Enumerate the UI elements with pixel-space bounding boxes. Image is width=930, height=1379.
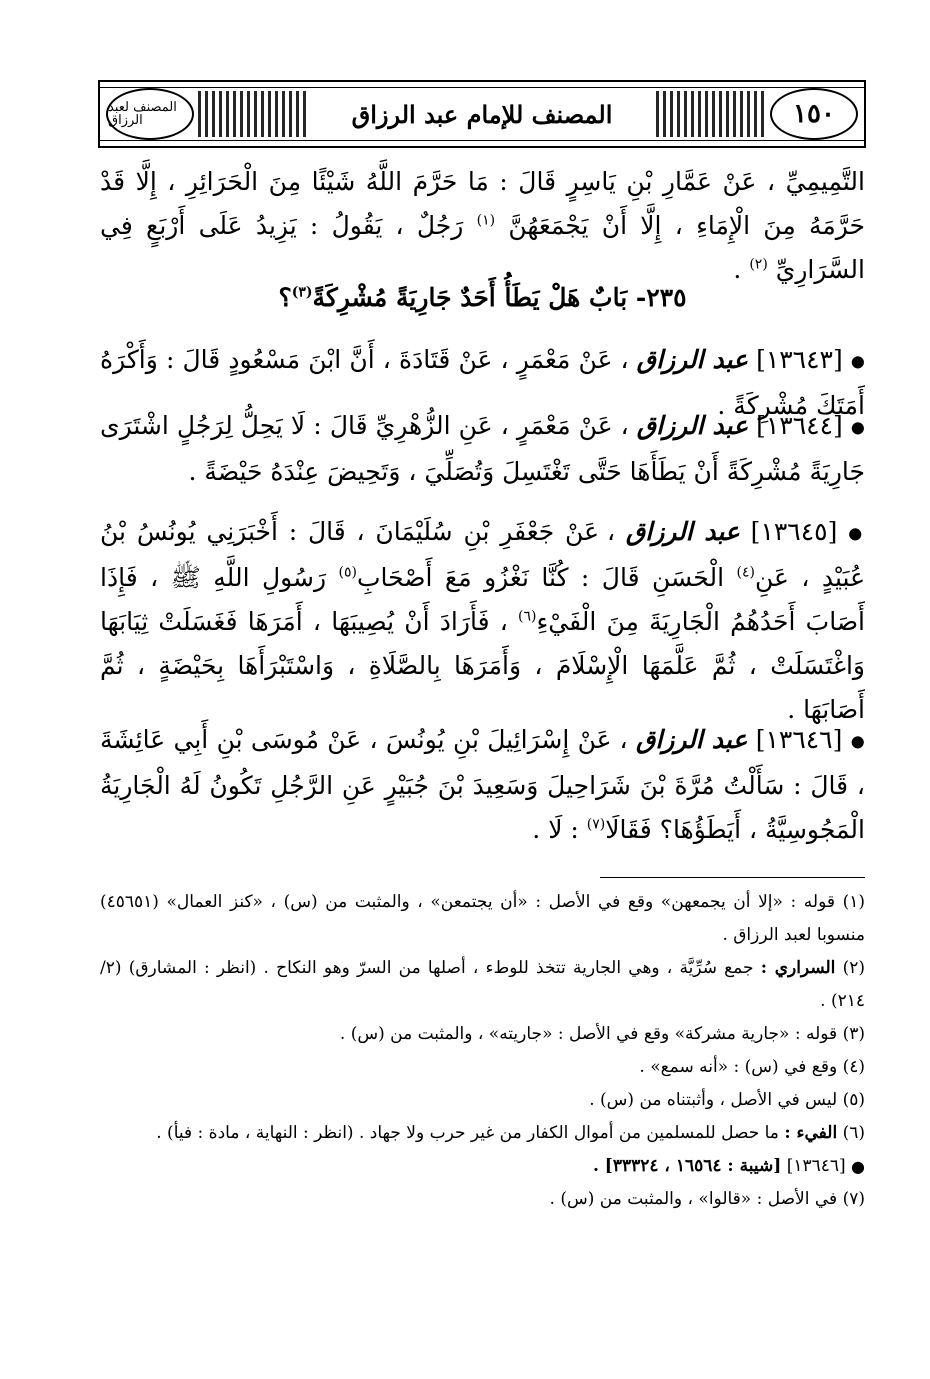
footnote-term: السراري :: [760, 958, 836, 978]
footnote-ref-5[interactable]: (٥): [338, 564, 357, 581]
hadith-text-d: ، فَأَرَادَ أَنْ يُصِيبَهَا ، أَمَرَهَا فَغَسَلَتْ ثِيَابَهَا وَاغْتَسَلَتْ ، ثُمَّ عَلَّمَهَا الْإِسْلَامَ ، وَأَمَرَهَا بِالصَّلَاةِ ، وَاسْتَبْرَأَهَا بِحَيْضَةٍ ، ثُمَّ أَصَابَهَا .: [100, 606, 865, 724]
hadith-author: عبد الرزاق: [625, 517, 740, 546]
footnote-ref-4[interactable]: (٤): [736, 564, 755, 581]
hadith-number: [١٣٦٤٦]: [755, 725, 843, 754]
footnote-ref-1[interactable]: (١): [476, 212, 496, 229]
book-seal: المصنف لعبد الرزاق: [106, 88, 194, 140]
footnote-text: قوله : «إلا أن يجمعهن» وقع في الأصل : «أن يجتمعن» ، والمثبت من (س) ، «كنز العمال» (٤٥٦٥١) منسوبا لعبد الرزاق .: [100, 892, 865, 945]
footnote-ref-2[interactable]: (٢): [749, 256, 768, 273]
footnote-7: [100, 1183, 865, 1216]
footnote-text: جمع سُرِّيَّة ، وهي الجارية تتخذ للوطء ، أصلها من السرّ وهو النكاح . (انظر : المشارق) (٢/ ٢١٤) .: [100, 958, 865, 1011]
footnote-label: [١٣٦٤٦]: [786, 1156, 846, 1176]
hadith-text-a: ، عَنْ إِسْرَائِيلَ بْنِ يُونُسَ ، عَنْ مُوسَى بْنِ أَبِي عَائِشَةَ ، قَالَ : سَأَلْتُ مُرَّةَ بْنَ شَرَاحِيلَ وَسَعِيدَ بْنَ جُبَيْرٍ عَنِ الرَّجُلِ تَكُونُ لَهُ الْجَارِيَةُ الْمَجُوسِيَّةُ ، أَيَطَؤُهَا؟ فَقَالَا: [100, 725, 865, 844]
hadith-text: ، عَنْ مَعْمَرٍ ، عَنْ قَتَادَةَ ، أَنَّ ابْنَ مَسْعُودٍ قَالَ : وَأَكْرَهُ أَمَتَكَ مُشْرِكَةً .: [100, 345, 865, 420]
hadith-text-a: ، عَنْ جَعْفَرِ بْنِ سُلَيْمَانَ ، قَالَ : أَخْبَرَنِي يُونُسُ بْنُ عُبَيْدٍ ، عَنِ: [100, 517, 865, 592]
footnote-label: (٧): [842, 1189, 865, 1209]
footnote-2: [100, 952, 865, 1018]
hadith-13646: [100, 718, 865, 852]
p1-end: .: [733, 255, 742, 284]
footnote-ref-6[interactable]: (٦): [518, 608, 537, 625]
bullet-icon: ●: [851, 1157, 865, 1176]
footnote-text: قوله : «جارية مشركة» وقع في الأصل : «جاريته» ، والمثبت من (س) .: [339, 1024, 838, 1044]
footnote-6: [100, 1117, 865, 1150]
chapter-question: ؟: [278, 283, 292, 312]
footnote-text: ليس في الأصل ، وأثبتناه من (س) .: [589, 1090, 838, 1110]
footnote-label: (٣): [842, 1024, 865, 1044]
bullet-icon: ●: [850, 351, 866, 371]
p1-text: التَّمِيمِيِّ ، عَنْ عَمَّارِ بْنِ يَاسِرٍ قَالَ : مَا حَرَّمَ اللَّهُ شَيْئًا مِنَ الْحَرَائِرِ ، إِلَّا قَدْ حَرَّمَهُ مِنَ الْإِمَاءِ ، إِلَّا أَنْ يَجْمَعَهُنَّ: [100, 167, 866, 240]
footnote-label: (٦): [842, 1123, 865, 1143]
footnote-4: [100, 1051, 865, 1084]
chapter-title-text: ٢٣٥- بَابٌ هَلْ يَطَأُ أَحَدٌ جَارِيَةً مُشْرِكَةً: [312, 283, 687, 312]
page-header: [98, 80, 866, 148]
hadith-text-b: الْحَسَنِ قَالَ : كُنَّا نَغْزُو مَعَ أَصْحَابِ: [357, 562, 725, 592]
footnote-label: (٢): [842, 958, 865, 978]
chapter-title: [100, 276, 865, 320]
hadith-text-b: : لَا .: [532, 814, 579, 844]
footnote-ref-3[interactable]: (٣): [291, 284, 313, 301]
hadith-author: عبد الرزاق: [635, 725, 748, 754]
footnotes: [100, 886, 865, 1216]
hadith-text: ، عَنْ مَعْمَرٍ ، عَنِ الزُّهْرِيِّ قَالَ : لَا يَحِلُّ لِرَجُلٍ اشْتَرَى جَارِيَةً مُشْرِكَةً أَنْ يَطَأَهَا حَتَّى تَغْتَسِلَ وَتُصَلِّيَ ، وَتَحِيضَ عِنْدَهُ حَيْضَةً .: [100, 411, 865, 486]
bullet-icon: ●: [850, 417, 865, 437]
footnote-label: (٤): [842, 1057, 865, 1077]
header-top-rule: [100, 87, 864, 88]
footnote-term: [شيبة : ١٦٥٦٤ ، ٣٣٣٢٤] .: [592, 1156, 782, 1176]
hadith-number: [١٣٦٤٣]: [756, 345, 843, 374]
bullet-icon: ●: [848, 523, 866, 543]
footnote-text: وقع في (س) : «أنه سمع» .: [639, 1057, 838, 1077]
header-bottom-rule: [100, 140, 864, 141]
footnote-source: [100, 1150, 865, 1183]
footnote-label: (١): [842, 892, 865, 912]
hadith-text-c: رَسُولِ اللَّهِ ﷺ ، فَإِذَا أَصَابَ أَحَدُهُمُ الْجَارِيَةَ مِنَ الْفَيْءِ: [100, 562, 865, 636]
footnote-term: الفيء :: [784, 1123, 838, 1143]
footnote-1: [100, 886, 865, 952]
hadith-13644: [100, 404, 865, 494]
p1-text-b: رَجُلٌ ، يَقُولُ : يَزِيدُ عَلَى أَرْبَعٍ فِي السَّرَارِيِّ: [100, 211, 865, 284]
ornament-left: [198, 91, 308, 137]
ornament-right: [656, 91, 766, 137]
page-number: ١٥٠: [770, 88, 858, 140]
hadith-number: [١٣٦٤٥]: [750, 517, 838, 546]
footnote-text: ما حصل للمسلمين من أموال الكفار من غير حرب ولا جهاد . (انظر : النهاية ، مادة : فيأ) .: [156, 1123, 779, 1143]
footnote-separator: [600, 877, 865, 878]
hadith-author: عبد الرزاق: [636, 345, 748, 374]
footnote-3: [100, 1018, 865, 1051]
running-title: المصنف للإمام عبد الرزاق: [351, 99, 613, 129]
paragraph-continuation: [100, 160, 865, 292]
hadith-author: عبد الرزاق: [636, 411, 748, 440]
footnote-label: (٥): [842, 1090, 865, 1110]
footnote-text: في الأصل : «قالوا» ، والمثبت من (س) .: [549, 1189, 838, 1209]
footnote-5: [100, 1084, 865, 1117]
bullet-icon: ●: [850, 731, 866, 751]
footnote-ref-7[interactable]: (٧): [586, 816, 606, 833]
hadith-number: [١٣٦٤٤]: [756, 411, 843, 440]
hadith-13645: [100, 510, 865, 732]
